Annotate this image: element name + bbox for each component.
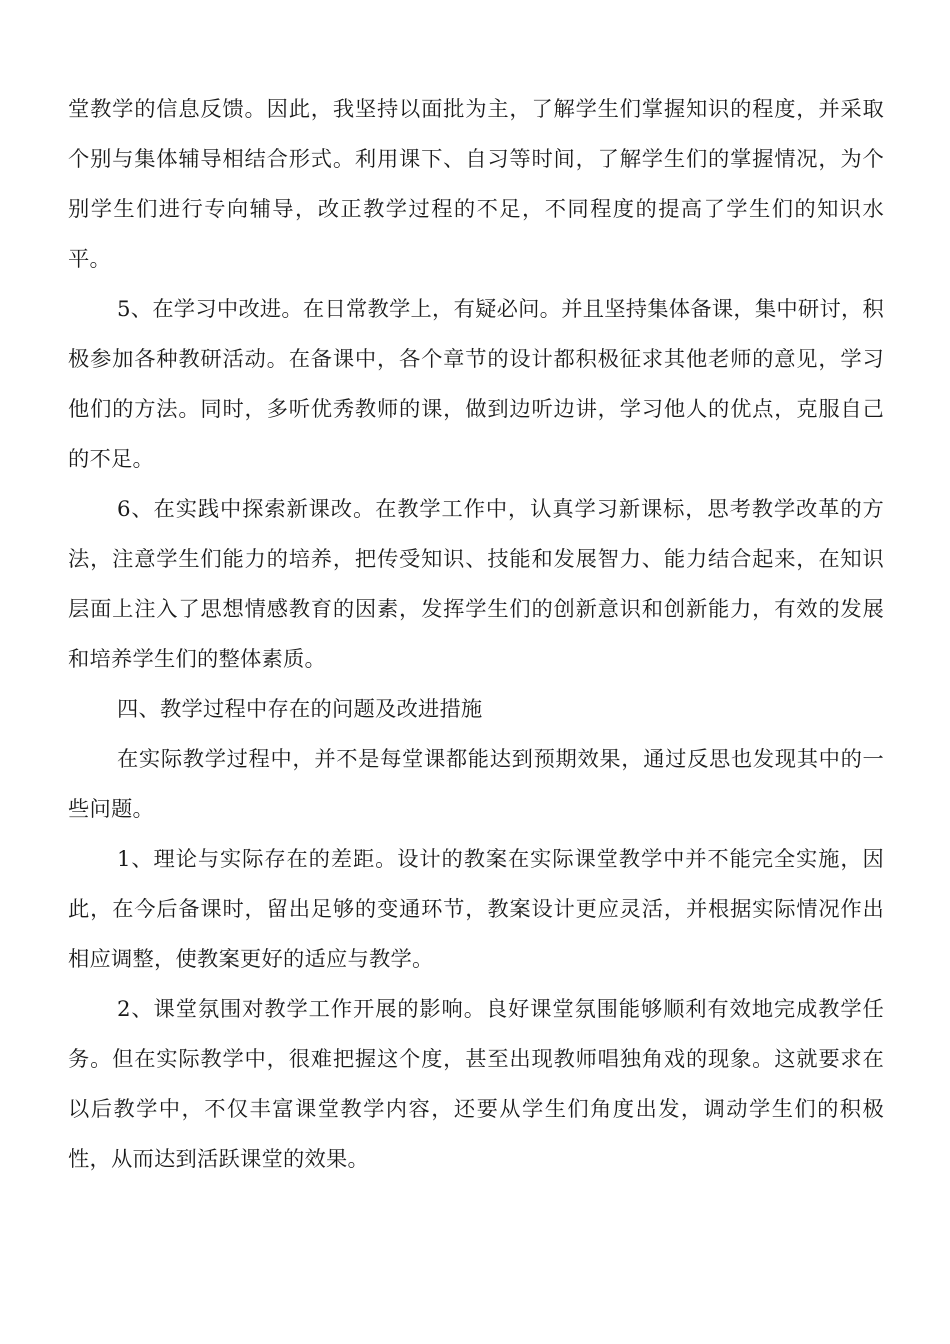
paragraph-intro: 在实际教学过程中，并不是每堂课都能达到预期效果，通过反思也发现其中的一些问题。 (68, 747, 884, 822)
paragraph-issue-1: 1、理论与实际存在的差距。设计的教案在实际课堂教学中并不能完全实施，因此，在今后备课时，留出足够的变通环节，教案设计更应灵活，并根据实际情况作出相应调整，使教案更好的适应与教学。 (68, 847, 884, 972)
paragraph-continuation: 堂教学的信息反馈。因此，我坚持以面批为主，了解学生们掌握知识的程度，并采取个别与集体辅导相结合形式。利用课下、自习等时间，了解学生们的掌握情况，为个别学生们进行专向辅导，改正教学过程的不足，不同程度的提高了学生们的知识水平。 (68, 97, 884, 272)
section-heading-4: 四、教学过程中存在的问题及改进措施 (116, 697, 483, 722)
paragraph-item-6: 6、在实践中探索新课改。在教学工作中，认真学习新课标，思考教学改革的方法，注意学生们能力的培养，把传受知识、技能和发展智力、能力结合起来，在知识层面上注入了思想情感教育的因素，发挥学生们的创新意识和创新能力，有效的发展和培养学生们的整体素质。 (68, 497, 884, 672)
paragraph-item-5: 5、在学习中改进。在日常教学上，有疑必问。并且坚持集体备课，集中研讨，积极参加各种教研活动。在备课中，各个章节的设计都积极征求其他老师的意见，学习他们的方法。同时，多听优秀教师的课，做到边听边讲，学习他人的优点，克服自己的不足。 (68, 297, 884, 472)
document-body (68, 85, 884, 1185)
paragraph-issue-2: 2、课堂氛围对教学工作开展的影响。良好课堂氛围能够顺利有效地完成教学任务。但在实际教学中，很难把握这个度，甚至出现教师唱独角戏的现象。这就要求在以后教学中，不仅丰富课堂教学内容，还要从学生们角度出发，调动学生们的积极性，从而达到活跃课堂的效果。 (68, 997, 884, 1172)
